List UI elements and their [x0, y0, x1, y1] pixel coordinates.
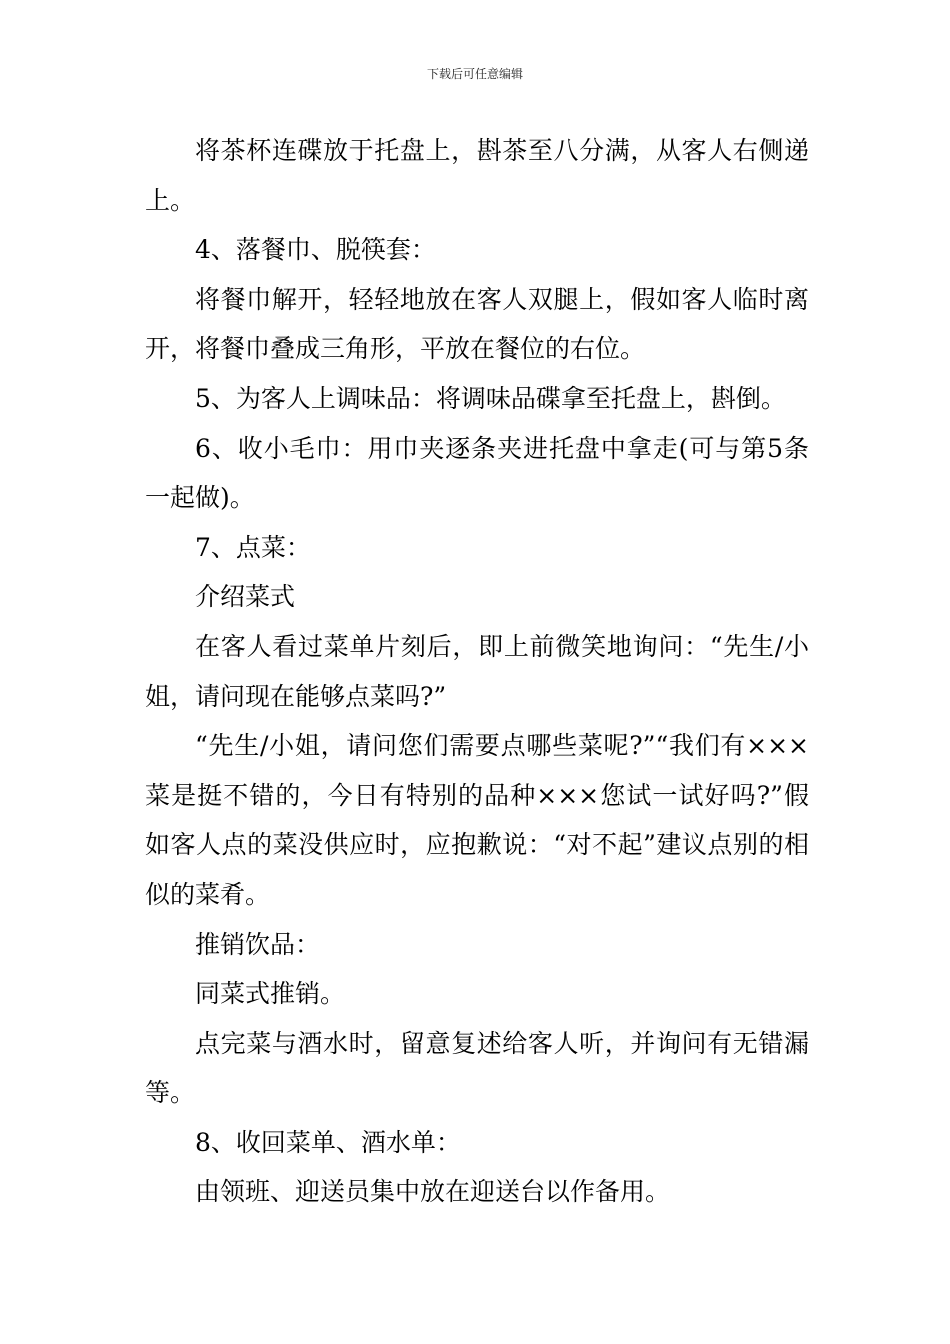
paragraph-step-6-towels: 6、收小毛巾：用巾夹逐条夹进托盘中拿走(可与第5条一起做)。 — [145, 433, 809, 513]
paragraph-napkin: 将餐巾解开，轻轻地放在客人双腿上，假如客人临时离开，将餐巾叠成三角形，平放在餐位的右位。 — [145, 284, 809, 364]
document-body — [145, 126, 809, 1217]
paragraph-store-menus: 由领班、迎送员集中放在迎送台以作备用。 — [195, 1177, 671, 1207]
paragraph-ask-order: 在客人看过菜单片刻后，即上前微笑地询问：“先生/小姐，请问现在能够点菜吗?” — [145, 631, 809, 711]
paragraph-introduce-dishes: 介绍菜式 — [195, 582, 296, 612]
paragraph-recommend-dishes: “先生/小姐，请问您们需要点哪些菜呢?”“我们有×××菜是挺不错的，今日有特别的品种×××您试一试好吗?”假如客人点的菜没供应时，应抱歉说：“对不起”建议点别的相似的菜肴。 — [145, 731, 809, 909]
paragraph-step-7-heading: 7、点菜： — [195, 532, 311, 562]
paragraph-promote-drinks: 推销饮品： — [195, 929, 321, 959]
paragraph-tea-service: 将茶杯连碟放于托盘上，斟茶至八分满，从客人右侧递上。 — [145, 136, 809, 215]
paragraph-step-8-heading: 8、收回菜单、酒水单： — [195, 1127, 461, 1157]
paragraph-same-as-dishes: 同菜式推销。 — [195, 979, 346, 1009]
page-header-note: 下载后可任意编辑 — [426, 67, 523, 81]
paragraph-step-5-condiments: 5、为客人上调味品：将调味品碟拿至托盘上，斟倒。 — [195, 383, 786, 413]
paragraph-step-4-heading: 4、落餐巾、脱筷套： — [195, 235, 436, 265]
paragraph-repeat-order: 点完菜与酒水时，留意复述给客人听，并询问有无错漏等。 — [145, 1028, 809, 1108]
